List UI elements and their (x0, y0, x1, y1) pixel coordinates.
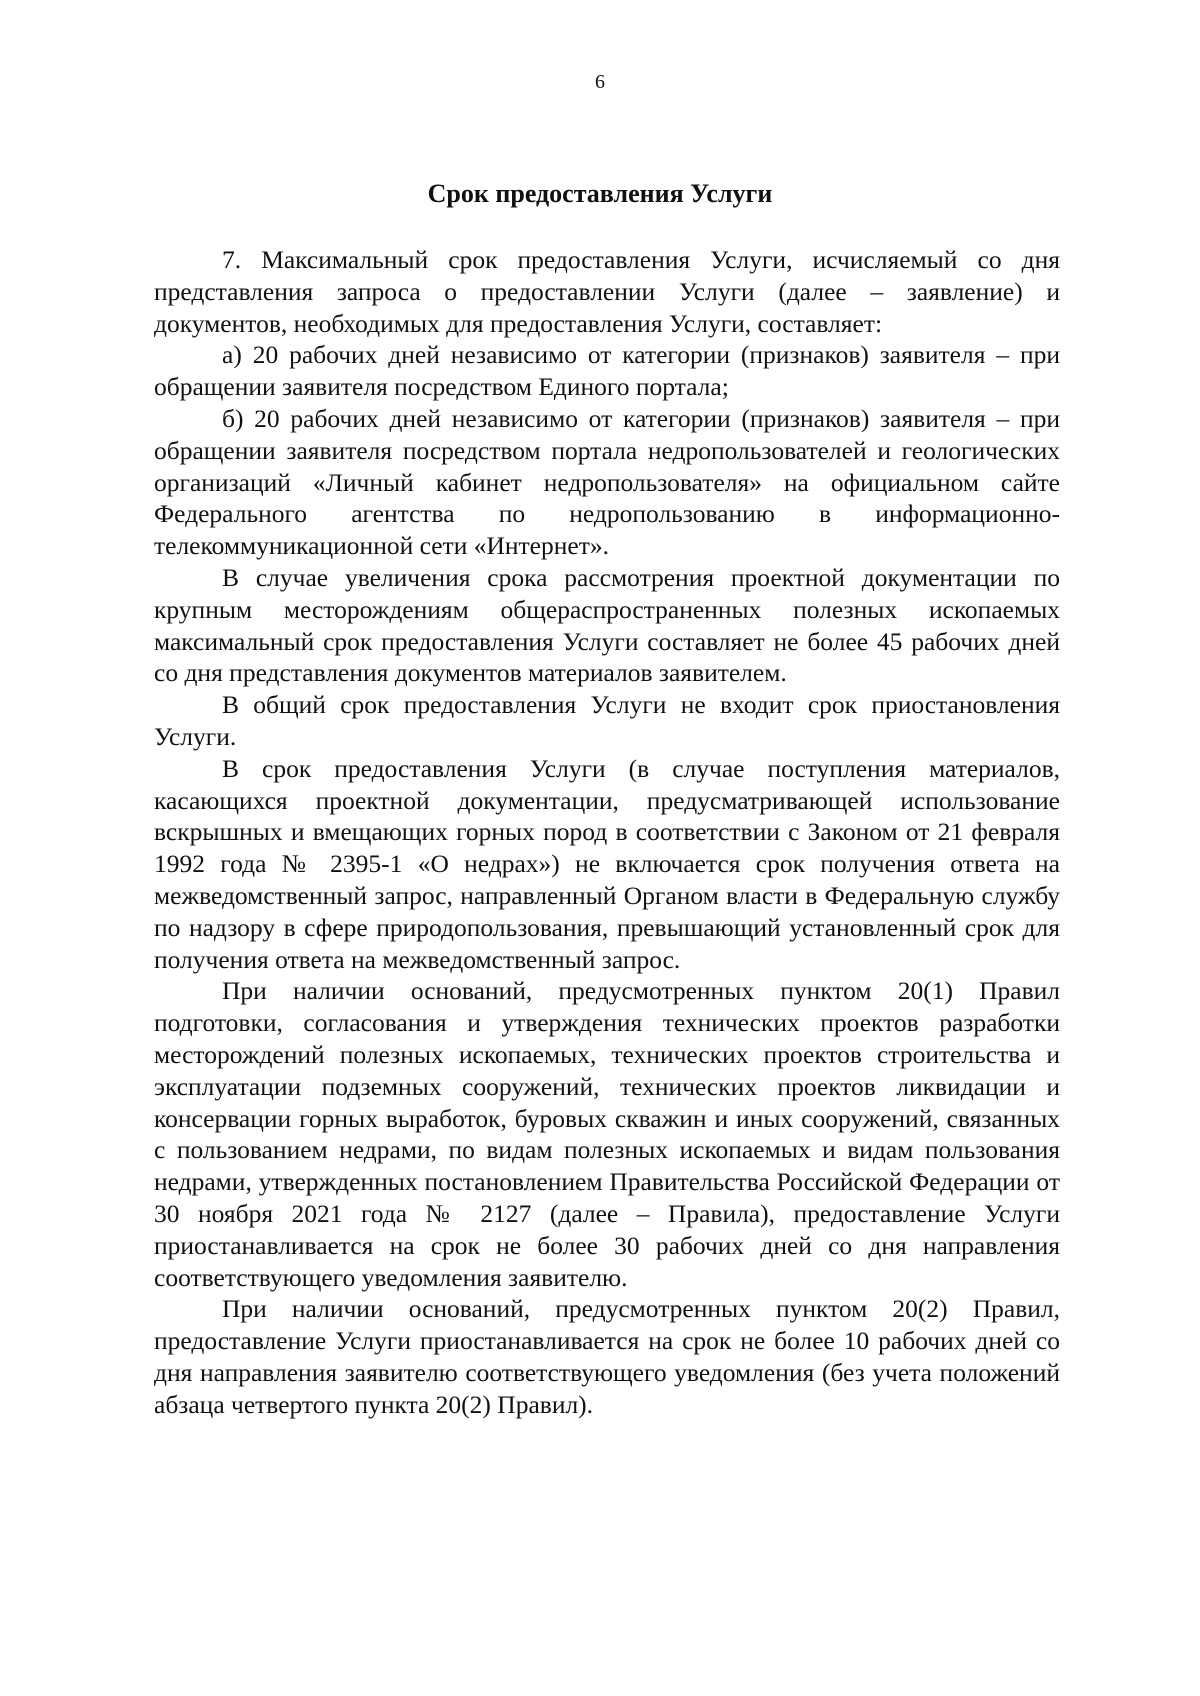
paragraph-rule-20-2: При наличии оснований, предусмотренных пунктом 20(2) Правил, предоставление Услуги приостанавливается на срок не более 10 рабочих дней со дня направления заявителю соответствующего уведомления (без учета положений абзаца четвертого пункта 20(2) Правил). (154, 1294, 1060, 1419)
page-number: 6 (595, 71, 605, 93)
document-body (154, 244, 1060, 1420)
paragraph-interagency-request: В срок предоставления Услуги (в случае поступления материалов, касающихся проектной документации, предусматривающей использование вскрышных и вмещающих горных пород в соответствии с Законом от 21 февраля 1992 года № 2395-1 «О недрах») не включается срок получения ответа на межведомственный запрос, направленный Органом власти в Федеральную службу по надзору в сфере природопользования, превышающий установленный срок для получения ответа на межведомственный запрос. (154, 753, 1060, 974)
paragraph-7-intro: 7. Максимальный срок предоставления Услуги, исчисляемый со дня представления запроса о предоставлении Услуги (далее – заявление) и документов, необходимых для предоставления Услуги, составляет: (154, 245, 1060, 338)
paragraph-7b: б) 20 рабочих дней независимо от категории (признаков) заявителя – при обращении заявителя посредством портала недропользователей и геологических организаций «Личный кабинет недропользователя» на официальном сайте Федерального агентства по недропользованию в информационно-телекоммуникационной сети «Интернет». (154, 403, 1060, 561)
paragraph-extension: В случае увеличения срока рассмотрения проектной документации по крупным месторождениям общераспространенных полезных ископаемых максимальный срок предоставления Услуги составляет не более 45 рабочих дней со дня представления документов материалов заявителем. (154, 562, 1060, 688)
paragraph-rule-20-1: При наличии оснований, предусмотренных пунктом 20(1) Правил подготовки, согласования и утверждения технических проектов разработки месторождений полезных ископаемых, технических проектов строительства и эксплуатации подземных сооружений, технических проектов ликвидации и консервации горных выработок, буровых скважин и иных сооружений, связанных с пользованием недрами, по видам полезных ископаемых и видам пользования недрами, утвержденных постановлением Правительства Российской Федерации от 30 ноября 2021 года № 2127 (далее – Правила), предоставление Услуги приостанавливается на срок не более 30 рабочих дней со дня направления соответствующего уведомления заявителю. (154, 976, 1060, 1292)
section-title: Срок предоставления Услуги (427, 179, 773, 208)
paragraph-7a: а) 20 рабочих дней независимо от категории (признаков) заявителя – при обращении заявителя посредством Единого портала; (154, 340, 1060, 402)
paragraph-suspension-excluded: В общий срок предоставления Услуги не входит срок приостановления Услуги. (154, 690, 1060, 751)
